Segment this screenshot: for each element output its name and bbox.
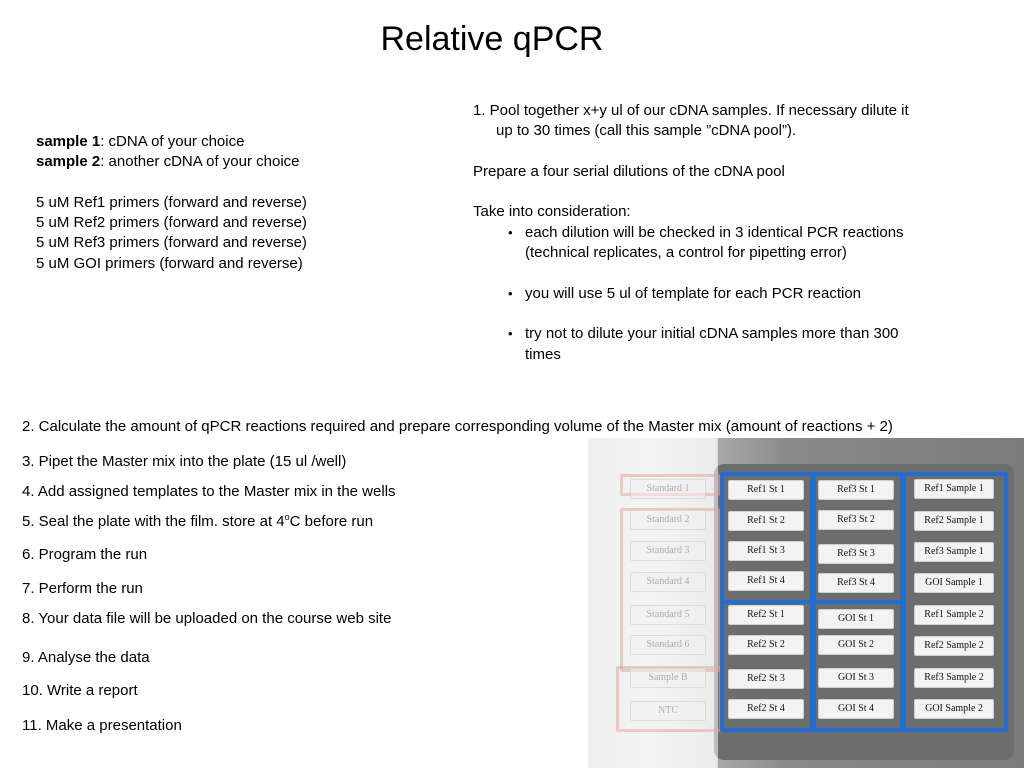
step-8: 8. Your data file will be uploaded on the course web site <box>22 610 392 627</box>
faded-well-label: Sample B <box>630 668 706 688</box>
pcr-plate-photo <box>588 438 1024 768</box>
step-10: 10. Write a report <box>22 682 138 699</box>
faded-well-label: Standard 6 <box>630 635 706 655</box>
well-label: Ref2 Sample 1 <box>914 511 994 531</box>
step-9: 9. Analyse the data <box>22 649 150 666</box>
spacer <box>473 142 993 162</box>
faded-well-label: Standard 1 <box>630 479 706 499</box>
bullet-item <box>473 324 993 365</box>
well-label: GOI St 3 <box>818 668 894 688</box>
faded-well-label: Standard 3 <box>630 541 706 561</box>
dilutions-text: Prepare a four serial dilutions of the cDNA pool <box>473 162 785 180</box>
degree-sup: o <box>284 512 290 522</box>
sample-2-label: sample 2 <box>36 153 101 171</box>
materials-list <box>36 132 307 274</box>
spacer <box>36 173 307 193</box>
well-label: Ref3 St 1 <box>818 480 894 500</box>
well-label: Ref1 St 2 <box>728 511 804 531</box>
bullet-line: you will use 5 ul of template for each PCR reaction <box>525 284 861 302</box>
sample-1-label: sample 1 <box>36 133 101 150</box>
bullet-line: times <box>525 345 561 363</box>
well-label: Ref3 St 4 <box>818 573 894 593</box>
sample-2-text: : another cDNA of your choice <box>100 153 300 171</box>
spacer <box>473 263 993 283</box>
well-label: GOI Sample 2 <box>914 699 994 719</box>
well-label: Ref2 St 4 <box>728 699 804 719</box>
well-label: Ref1 St 4 <box>728 571 804 591</box>
step-6: 6. Program the run <box>22 546 148 563</box>
well-label: GOI St 4 <box>818 699 894 719</box>
well-label: Ref3 St 3 <box>818 544 894 564</box>
well-label: Ref2 Sample 2 <box>914 636 994 656</box>
bullet-line: try not to dilute your initial cDNA samples more than 300 <box>525 325 899 343</box>
well-label: Ref1 Sample 2 <box>914 605 994 625</box>
bullet-line: each dilution will be checked in 3 identical PCR reactions <box>525 223 904 241</box>
primer-line: 5 uM Ref3 primers (forward and reverse) <box>36 234 307 252</box>
step-2: 2. Calculate the amount of qPCR reactions required and prepare corresponding volume of the Master mix (amount of reactions + 2) <box>22 418 893 435</box>
primer-line: 5 uM GOI primers (forward and reverse) <box>36 254 303 272</box>
step-1-line-2: up to 30 times (call this sample ”cDNA pool”). <box>496 122 797 140</box>
consideration-heading: Take into consideration: <box>473 203 631 221</box>
faded-well-label: Standard 4 <box>630 572 706 592</box>
well-label: Ref2 St 2 <box>728 635 804 655</box>
bullet-icon: • <box>508 285 513 301</box>
step-4: 4. Add assigned templates to the Master mix in the wells <box>22 483 396 500</box>
well-label: Ref1 St 3 <box>728 541 804 561</box>
step-11: 11. Make a presentation <box>22 717 182 734</box>
well-label: GOI Sample 1 <box>914 573 994 593</box>
well-label: Ref3 St 2 <box>818 510 894 530</box>
step-7: 7. Perform the run <box>22 580 143 597</box>
step-5-text-end: C before run <box>289 513 374 530</box>
bullet-item <box>473 223 993 264</box>
sample-1-line <box>36 132 307 152</box>
sample-2-line <box>36 152 307 172</box>
spacer <box>473 304 993 324</box>
dilution-instructions <box>473 101 993 365</box>
faded-well-label: Standard 5 <box>630 605 706 625</box>
primer-line: 5 uM Ref1 primers (forward and reverse) <box>36 193 307 211</box>
spacer <box>473 182 993 202</box>
bullet-item <box>473 284 993 304</box>
well-label: Ref3 Sample 1 <box>914 542 994 562</box>
well-label: GOI St 1 <box>818 609 894 629</box>
page-title: Relative qPCR <box>380 20 604 58</box>
well-label: Ref2 St 3 <box>728 669 804 689</box>
step-1-line-1: 1. Pool together x+y ul of our cDNA samples. If necessary dilute it <box>473 102 909 119</box>
bullet-icon: • <box>508 326 513 342</box>
well-label: GOI St 2 <box>818 635 894 655</box>
faded-well-label: Standard 2 <box>630 510 706 530</box>
faded-well-label: NTC <box>630 701 706 721</box>
well-label: Ref1 St 1 <box>728 480 804 500</box>
bullet-line: (technical replicates, a control for pipetting error) <box>525 244 847 262</box>
sample-1-text: : cDNA of your choice <box>100 133 245 150</box>
well-label: Ref2 St 1 <box>728 605 804 625</box>
step-3: 3. Pipet the Master mix into the plate (15 ul /well) <box>22 453 347 470</box>
well-label: Ref3 Sample 2 <box>914 668 994 688</box>
step-5-text: 5. Seal the plate with the film. store at 4 <box>22 513 285 530</box>
step-5 <box>22 512 373 532</box>
primer-line: 5 uM Ref2 primers (forward and reverse) <box>36 214 307 232</box>
well-label: Ref1 Sample 1 <box>914 479 994 499</box>
bullet-icon: • <box>508 224 513 240</box>
